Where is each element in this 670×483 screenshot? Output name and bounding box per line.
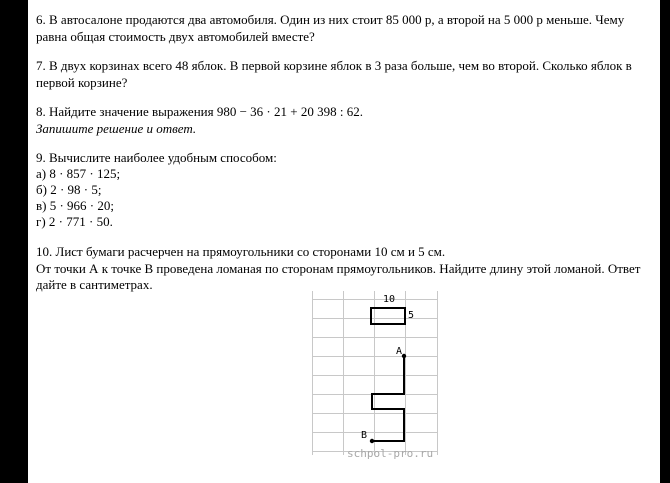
problem-8-line-1: 8. Найдите значение выражения 980 − 36 · 21 + 20 398 : 62. (36, 104, 363, 119)
problem-9-item-b: б) 2 · 98 · 5; (36, 182, 102, 197)
problem-7-line-1: 7. В двух корзинах всего 48 яблок. В первой корзине яблок в 3 раза больше, чем во второй. Сколько яблок в (36, 58, 632, 73)
label-height-5: 5 (408, 310, 415, 321)
broken-line (372, 356, 404, 441)
point-a-marker (402, 354, 406, 358)
problem-8-instruction: Запишите решение и ответ. (36, 121, 197, 136)
grid-figure (312, 291, 438, 463)
problem-10-line-1: 10. Лист бумаги расчерчен на прямоугольники со сторонами 10 см и 5 см. (36, 244, 446, 259)
label-point-b: B (361, 430, 368, 441)
document-page (28, 0, 660, 483)
problem-9-item-d: г) 2 · 771 · 50. (36, 214, 113, 229)
problem-6-line-1: 6. В автосалоне продаются два автомобиля. Один из них стоит 85 000 р, а второй на 5 000 р меньше. Чему (36, 12, 625, 27)
point-b-marker (370, 439, 374, 443)
sample-rectangle (371, 308, 405, 324)
label-point-a: A (396, 346, 403, 357)
grid-figure-svg (312, 291, 438, 463)
grid-lines (312, 291, 438, 455)
problem-10-line-3: дайте в сантиметрах. (36, 277, 153, 292)
problem-10-line-2: От точки А к точке В проведена ломаная по сторонам прямоугольников. Найдите длину этой ломаной. Ответ (36, 261, 641, 276)
label-width-10: 10 (383, 294, 396, 305)
problem-6-line-2: равна общая стоимость двух автомобилей вместе? (36, 29, 315, 44)
problem-9-item-a: а) 8 · 857 · 125; (36, 166, 121, 181)
watermark: schpol-pro.ru (347, 447, 434, 460)
problem-7-line-2: первой корзине? (36, 75, 128, 90)
problem-9-title: 9. Вычислите наиболее удобным способом: (36, 150, 277, 165)
problem-9-item-c: в) 5 · 966 · 20; (36, 198, 114, 213)
